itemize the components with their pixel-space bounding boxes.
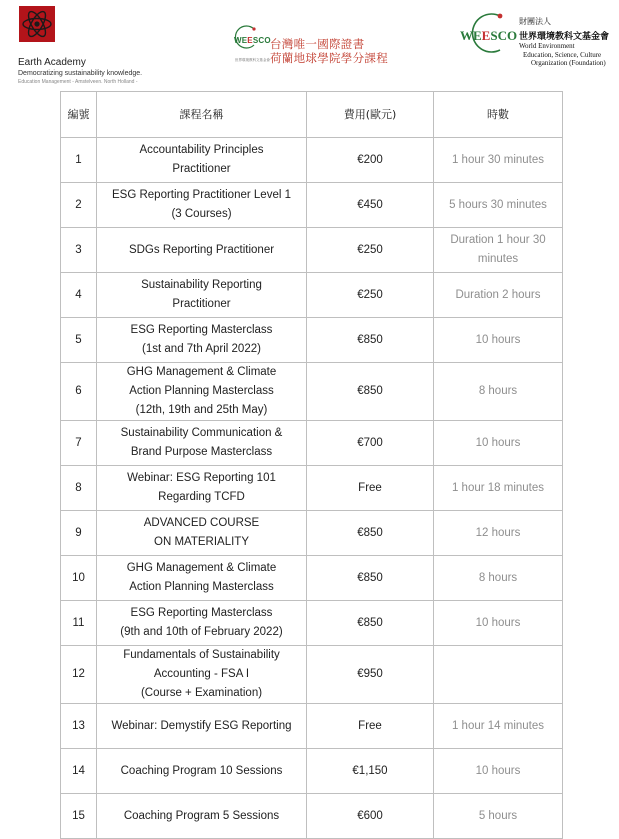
course-number-cell: 5 [61,318,97,363]
course-name-cell [97,363,307,421]
weesco-small-logo-o: E [247,36,253,45]
course-fee-cell: €950 [307,646,434,704]
course-fee-cell: €850 [307,601,434,646]
course-hours-line: minutes [477,253,519,265]
course-hours-cell [434,318,563,363]
course-name-line: Sustainability Communication & [120,427,283,439]
weesco-en-line: Education, Science, Culture [523,50,602,59]
course-name-cell [97,511,307,556]
course-hours-line: Duration 2 hours [455,288,541,301]
course-number-cell: 1 [61,138,97,183]
course-name-line: ADVANCED COURSE [143,517,260,529]
course-hours-cell [434,183,563,228]
course-number-cell: 15 [61,794,97,839]
program-title-line2: 荷蘭地球學院學分課程 [270,51,388,65]
course-table [60,91,563,839]
course-name-line: (9th and 10th of February 2022) [120,626,283,638]
course-name-cell [97,704,307,749]
course-name-line: ESG Reporting Practitioner Level 1 [112,189,291,201]
course-name-line: Regarding TCFD [158,491,245,503]
table-row [61,138,563,183]
course-name-cell [97,273,307,318]
table-row [61,794,563,839]
course-name-cell [97,421,307,466]
course-name-cell [97,318,307,363]
table-row [61,318,563,363]
course-hours-line: 10 hours [475,436,521,449]
course-hours-cell [434,749,563,794]
earth-academy-name: Earth Academy [18,57,86,68]
course-hours-line: Duration 1 hour 30 [450,234,546,246]
course-name-line: ESG Reporting Masterclass [130,324,273,336]
course-hours-cell [434,421,563,466]
course-hours-cell [434,601,563,646]
course-number-cell: 14 [61,749,97,794]
page-header [0,0,619,90]
course-number-cell: 7 [61,421,97,466]
table-row [61,421,563,466]
course-name-line: Webinar: ESG Reporting 101 [127,472,276,484]
table-body [61,138,563,839]
course-hours-cell [434,794,563,839]
course-fee-cell: Free [307,704,434,749]
course-hours-line: 1 hour 18 minutes [451,481,545,494]
table-row [61,511,563,556]
weesco-large-logo-b: SCO [490,28,518,43]
table-row [61,363,563,421]
course-number-cell: 9 [61,511,97,556]
course-name-line: Action Planning Masterclass [129,581,274,593]
course-name-line: Brand Purpose Masterclass [130,446,273,458]
earth-academy-tagline: Democratizing sustainability knowledge. [18,70,143,77]
course-name-line: Webinar: Demystify ESG Reporting [111,719,292,732]
course-name-line: GHG Management & Climate [126,366,277,378]
table-header-row [61,92,563,138]
course-name-line: ON MATERIALITY [154,536,249,548]
weesco-small-logo [234,36,271,45]
earth-academy-atom-logo-icon [19,6,55,42]
course-number-cell: 2 [61,183,97,228]
course-name-cell [97,466,307,511]
table-row [61,749,563,794]
table-row [61,601,563,646]
course-name-line: Accountability Principles [139,144,264,156]
weesco-small-logo-b: SCO [252,36,271,45]
course-hours-cell [434,646,563,704]
course-fee-cell: €700 [307,421,434,466]
course-fee-cell: €850 [307,363,434,421]
course-number-cell: 3 [61,228,97,273]
table-row [61,466,563,511]
course-fee-cell: €250 [307,273,434,318]
weesco-cn-line1: 財團法人 [519,17,551,26]
column-header-hours: 時數 [434,92,563,138]
course-number-cell: 6 [61,363,97,421]
course-fee-cell: €200 [307,138,434,183]
course-hours-line: 8 hours [478,571,518,584]
course-number-cell: 10 [61,556,97,601]
course-fee-cell: Free [307,466,434,511]
course-name-cell [97,749,307,794]
course-name-cell [97,556,307,601]
column-header-name: 課程名稱 [97,92,307,138]
course-name-line: (Course + Examination) [140,687,263,699]
course-name-cell [97,646,307,704]
column-header-fee: 費用(歐元) [307,92,434,138]
course-name-line: (12th, 19th and 25th May) [135,404,268,416]
course-hours-cell [434,511,563,556]
course-number-cell: 13 [61,704,97,749]
course-name-cell [97,183,307,228]
course-hours-cell [434,704,563,749]
course-hours-cell [434,556,563,601]
table-row [61,556,563,601]
weesco-cn-line2: 世界環境教科文基金會 [519,32,610,42]
course-fee-cell: €850 [307,556,434,601]
course-name-line: Accounting - FSA I [153,668,250,680]
course-name-line: Sustainability Reporting [141,279,262,291]
course-hours-line: 8 hours [478,385,518,397]
table-row [61,228,563,273]
course-hours-line: 1 hour 14 minutes [451,719,545,732]
course-name-line: Practitioner [172,163,231,175]
course-name-line: Coaching Program 10 Sessions [120,764,283,777]
course-name-line: SDGs Reporting Practitioner [128,243,275,256]
weesco-en-line: World Environment [519,42,575,50]
course-hours-line: 12 hours [475,526,521,539]
table-row [61,646,563,704]
course-name-line: Coaching Program 5 Sessions [123,809,280,822]
column-header-no: 編號 [61,92,97,138]
table-row [61,273,563,318]
course-name-cell [97,601,307,646]
course-fee-cell: €850 [307,511,434,556]
weesco-en-lines [519,42,606,68]
course-hours-cell [434,228,563,273]
course-number-cell: 12 [61,646,97,704]
course-number-cell: 4 [61,273,97,318]
course-name-line: Action Planning Masterclass [129,385,274,397]
weesco-large-logo [460,28,517,44]
course-fee-cell: €850 [307,318,434,363]
course-name-cell [97,794,307,839]
weesco-small-tagline: 世界環境教科文基金會 [235,58,270,62]
program-title-line1: 台灣唯一國際證書 [270,37,365,51]
table-row [61,183,563,228]
course-fee-cell: €600 [307,794,434,839]
course-fee-cell: €250 [307,228,434,273]
course-name-line: ESG Reporting Masterclass [130,607,273,619]
course-hours-line: 1 hour 30 minutes [451,153,545,166]
weesco-large-logo-a: WE [460,28,482,43]
course-hours-line: 10 hours [475,616,521,629]
course-name-line: GHG Management & Climate [126,562,277,574]
course-name-cell [97,138,307,183]
course-number-cell: 11 [61,601,97,646]
table-row [61,704,563,749]
course-hours-line: 10 hours [475,764,521,777]
course-number-cell: 8 [61,466,97,511]
weesco-large-logo-o: E [481,28,491,43]
course-name-line: (3 Courses) [171,208,232,220]
course-name-cell [97,228,307,273]
course-hours-cell [434,363,563,421]
course-fee-cell: €1,150 [307,749,434,794]
weesco-small-logo-a: WE [234,36,248,45]
course-hours-cell [434,273,563,318]
course-hours-line: 5 hours [478,809,518,822]
course-hours-cell [434,138,563,183]
weesco-en-line: Organization (Foundation) [531,59,606,67]
course-hours-line: 5 hours 30 minutes [449,198,547,211]
course-hours-cell [434,466,563,511]
course-hours-line: 10 hours [475,333,521,346]
course-name-line: (1st and 7th April 2022) [142,343,261,355]
course-name-line: Practitioner [172,298,231,310]
earth-academy-subline: Education Management - Amstelveen. North Holland - [18,79,138,85]
course-fee-cell: €450 [307,183,434,228]
course-name-line: Fundamentals of Sustainability [123,649,280,661]
